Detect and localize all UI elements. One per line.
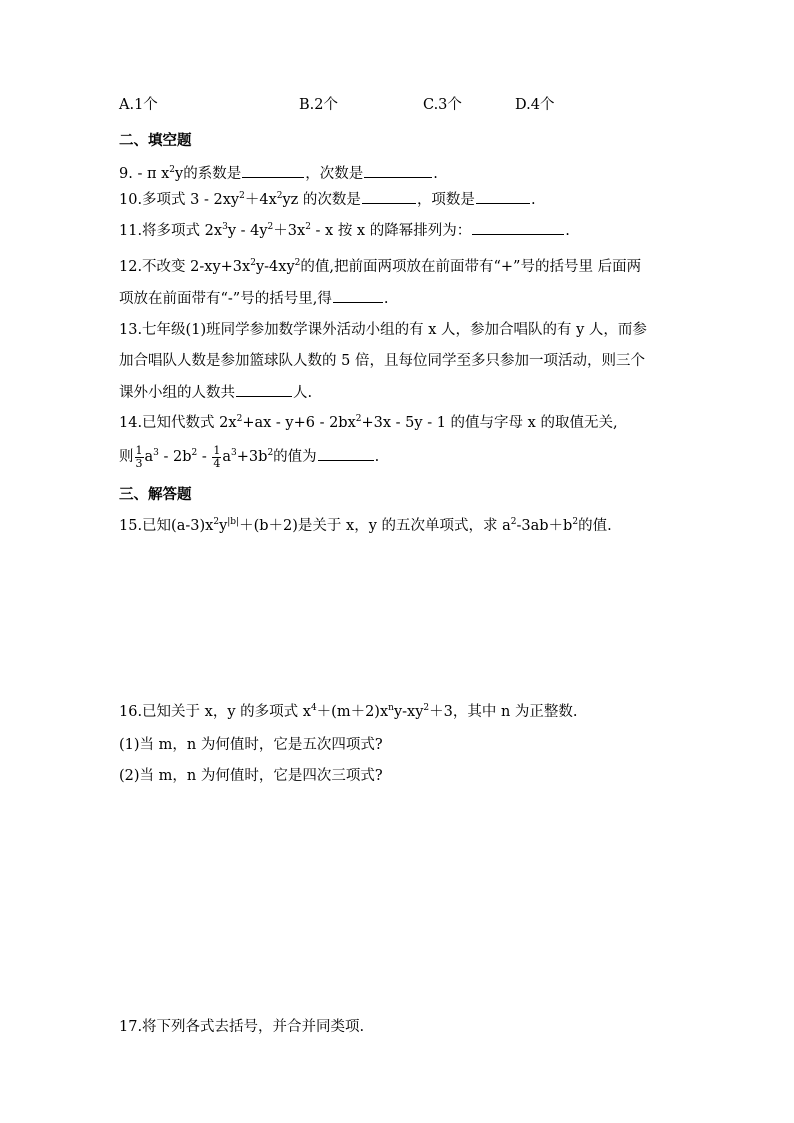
q13-blank-1 xyxy=(236,382,292,397)
q14-blank-1 xyxy=(318,446,374,461)
q14-text-2: +ax - y+6 - 2bx xyxy=(242,415,356,431)
question-12-line-1 xyxy=(119,257,641,277)
q11-text-1: 11.将多项式 2x xyxy=(119,223,223,239)
question-15 xyxy=(119,516,612,536)
q15-text-1: 15.已知(a-3)x xyxy=(119,518,214,534)
question-13-line-2: 加合唱队人数是参加篮球队人数的 5 倍，且每位同学至多只参加一项活动，则三个 xyxy=(119,353,645,369)
option-c: C.3个 xyxy=(423,97,462,113)
option-d: D.4个 xyxy=(515,97,555,113)
q15-text-2: y xyxy=(219,518,228,534)
q16-text-4: ＋3，其中 n 为正整数. xyxy=(429,704,578,720)
q14-fraction-2-denominator: 4 xyxy=(213,456,221,470)
q14-sup-5: 3 xyxy=(231,448,237,458)
q16-text-2: ＋(m＋2)x xyxy=(316,704,389,720)
q14-sup-3: 3 xyxy=(153,448,159,458)
q11-text-5: . xyxy=(565,223,570,239)
question-16-part-2: (2)当 m，n 为何值时，它是四次三项式? xyxy=(119,768,383,784)
q13-text-2: 人. xyxy=(293,385,313,401)
q10-blank-2 xyxy=(476,189,530,204)
q12-text-3: 的值,把前面两项放在前面带有“+”号的括号里 后面两 xyxy=(300,259,642,275)
q14-fraction-1-numerator: 1 xyxy=(135,443,143,457)
question-12-line-2 xyxy=(119,288,388,309)
q14-text-3: +3x - 5y - 1 的值与字母 x 的取值无关, xyxy=(361,415,618,431)
section-heading-solve: 三、解答题 xyxy=(119,487,192,503)
q14-text-7: - xyxy=(197,449,212,465)
q11-blank-1 xyxy=(472,220,564,235)
q14-text-4: 则 xyxy=(119,449,134,465)
q16-text-1: 16.已知关于 x，y 的多项式 x xyxy=(119,704,311,720)
q14-text-10: 的值为 xyxy=(273,449,317,465)
question-14-line-1 xyxy=(119,413,618,433)
section-heading-fill-blank: 二、填空题 xyxy=(119,133,192,149)
q15-sup-2: |b| xyxy=(227,517,240,527)
q9-blank-1 xyxy=(242,163,304,178)
q14-text-1: 14.已知代数式 2x xyxy=(119,415,237,431)
q14-fraction-1-denominator: 3 xyxy=(135,456,143,470)
q11-text-3: ＋3x xyxy=(273,223,306,239)
q14-text-6: - 2b xyxy=(158,449,192,465)
q12-text-4: 项放在前面带有“-”号的括号里,得 xyxy=(119,291,332,307)
q16-sup-2: n xyxy=(388,703,394,713)
q11-text-2: y - 4y xyxy=(227,223,268,239)
question-10 xyxy=(119,189,536,210)
q16-text-3: y-xy xyxy=(393,704,424,720)
q12-blank-1 xyxy=(333,288,383,303)
q11-sup-3: 2 xyxy=(305,222,311,232)
q14-text-5: a xyxy=(144,449,154,465)
q9-text-1: 9. - π x xyxy=(119,166,170,182)
option-a: A.1个 xyxy=(119,97,158,113)
q15-text-3: ＋(b＋2)是关于 x，y 的五次单项式，求 a xyxy=(239,518,511,534)
q13-text-1: 课外小组的人数共 xyxy=(119,385,235,401)
question-14-line-2 xyxy=(119,443,379,471)
q16-sup-3: 2 xyxy=(423,703,430,713)
question-16 xyxy=(119,702,578,722)
q9-text-2: y的系数是 xyxy=(175,166,242,182)
question-17: 17.将下列各式去括号，并合并同类项. xyxy=(119,1019,365,1035)
q9-sup-1: 2 xyxy=(169,165,176,175)
q14-sup-6: 2 xyxy=(267,448,274,458)
q15-sup-3: 2 xyxy=(510,517,517,527)
question-13-line-1: 13.七年级(1)班同学参加数学课外活动小组的有 x 人，参加合唱队的有 y 人，而参 xyxy=(119,322,647,338)
q12-sup-2: 2 xyxy=(294,258,301,268)
q10-text-3: yz 的次数是 xyxy=(282,192,361,208)
q14-text-11: . xyxy=(374,449,380,465)
q10-text-4: ，项数是 xyxy=(416,192,475,208)
q12-sup-1: 2 xyxy=(250,258,256,268)
q11-text-4: - x 按 x 的降幂排列为： xyxy=(310,223,472,239)
q12-text-1: 12.不改变 2-xy+3x xyxy=(119,259,251,275)
q10-sup-2: 2 xyxy=(276,191,283,201)
q14-text-9: +3b xyxy=(236,449,268,465)
option-b: B.2个 xyxy=(299,97,338,113)
q12-text-5: . xyxy=(383,291,389,307)
q11-sup-1: 3 xyxy=(222,222,228,232)
q14-sup-4: 2 xyxy=(191,448,198,458)
q14-fraction-2-numerator: 1 xyxy=(213,443,221,457)
q15-sup-4: 2 xyxy=(572,517,579,527)
q14-text-8: a xyxy=(222,449,232,465)
q12-text-2: y-4xy xyxy=(255,259,295,275)
q14-sup-2: 2 xyxy=(355,414,362,424)
q14-fraction-1 xyxy=(135,445,144,470)
q10-blank-1 xyxy=(362,189,416,204)
q9-text-4: . xyxy=(433,166,438,182)
question-13-line-3 xyxy=(119,382,312,403)
q14-sup-1: 2 xyxy=(236,414,243,424)
q9-text-3: ，次数是 xyxy=(305,166,364,182)
q15-text-5: 的值. xyxy=(578,518,612,534)
question-11 xyxy=(119,220,570,241)
q9-blank-2 xyxy=(364,163,432,178)
q10-text-1: 10.多项式 3 - 2xy xyxy=(119,192,240,208)
q15-text-4: -3ab＋b xyxy=(516,518,573,534)
question-16-part-1: (1)当 m，n 为何值时，它是五次四项式? xyxy=(119,737,383,753)
q10-text-5: . xyxy=(530,192,536,208)
q16-sup-1: 4 xyxy=(310,703,317,713)
question-9 xyxy=(119,163,438,184)
q10-sup-1: 2 xyxy=(239,191,245,201)
q15-sup-1: 2 xyxy=(213,517,220,527)
q14-fraction-2 xyxy=(212,445,221,470)
q11-sup-2: 2 xyxy=(267,222,274,232)
q10-text-2: ＋4x xyxy=(244,192,277,208)
